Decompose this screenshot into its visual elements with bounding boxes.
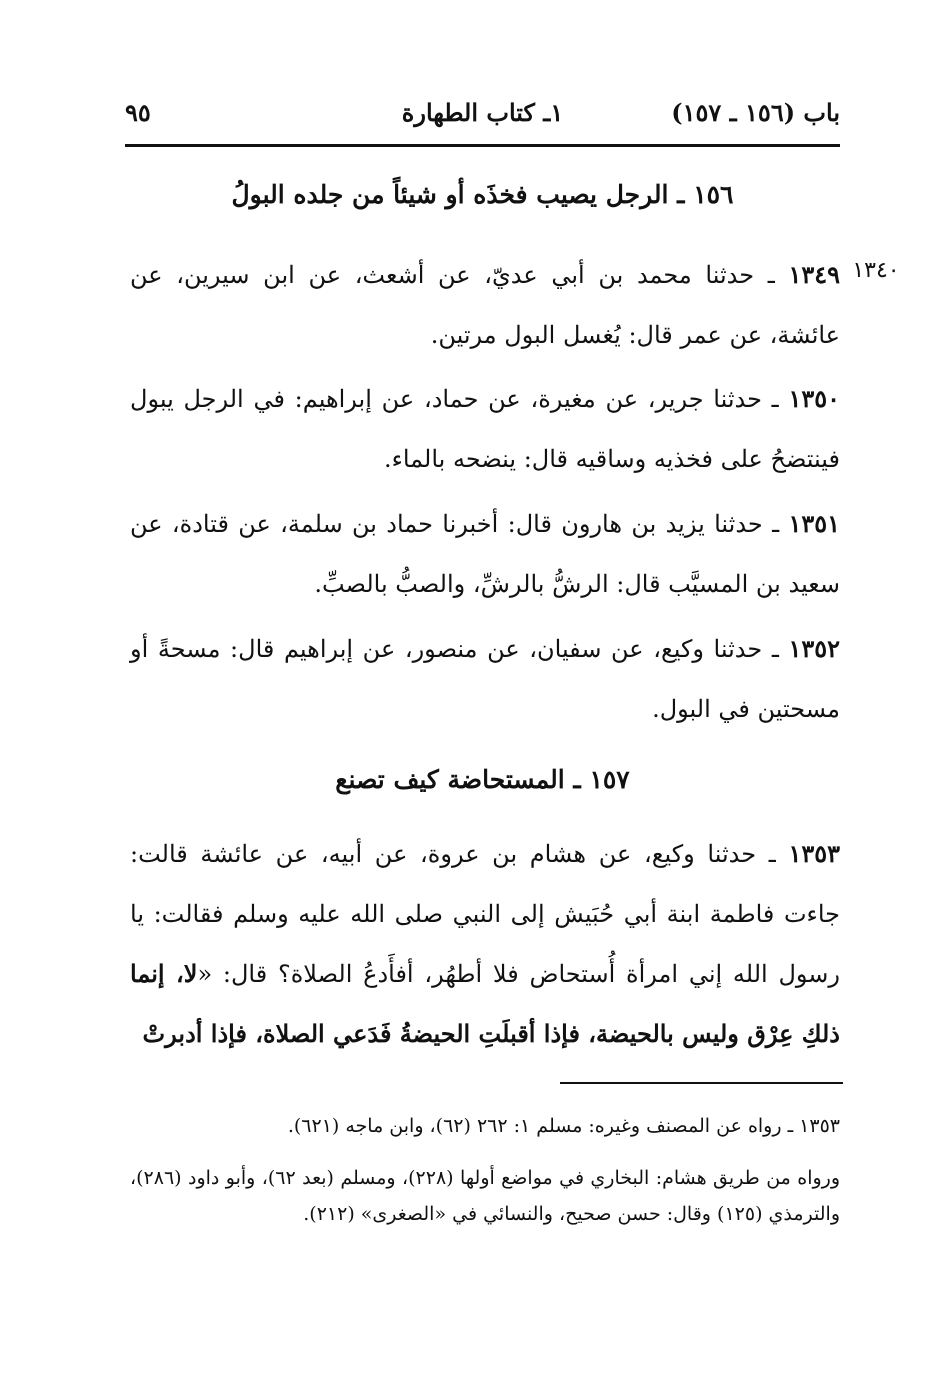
- chapter-heading: ١٥٧ ـ المستحاضة كيف تصنع: [335, 765, 630, 794]
- hadith-paragraph: [130, 245, 840, 365]
- footnote: ورواه من طريق هشام: البخاري في مواضع أولها (٢٢٨)، ومسلم (بعد ٦٢)، وأبو داود (٢٨٦)، والترمذي (١٢٥) وقال: حسن صحيح، والنسائي في «الصغرى» (٢١٢).: [130, 1167, 841, 1225]
- page-number: ٩٥: [125, 98, 151, 127]
- hadith-number: ١٣٥٠: [788, 384, 840, 413]
- header-rule: [125, 144, 840, 147]
- footnote-rule: [560, 1082, 843, 1084]
- hadith-paragraph: [130, 369, 840, 489]
- hadith-paragraph: [130, 619, 840, 739]
- margin-number: ١٣٤٠: [852, 258, 900, 283]
- chapter-range: باب (١٥٦ ـ ١٥٧): [671, 98, 840, 127]
- hadith-text: ـ حدثنا يزيد بن هارون قال: أخبرنا حماد بن سلمة، عن قتادة، عن سعيد بن المسيَّب قال: الرشُّ بالرشِّ، والصبُّ بالصبِّ.: [130, 510, 840, 598]
- hadith-paragraph: [130, 824, 840, 1064]
- hadith-number: ١٣٥٣: [788, 839, 840, 868]
- hadith-bold-text: لا، إنما ذلكِ عِرْق وليس بالحيضة، فإذا أقبلَتِ الحيضةُ فَدَعي الصلاة، فإذا أدبرتْ: [130, 959, 840, 1048]
- book-title: ١ـ كتاب الطهارة: [401, 98, 564, 127]
- chapter-heading: ١٥٦ ـ الرجل يصيب فخذَه أو شيئاً من جلده البولُ: [231, 180, 734, 209]
- hadith-text: ـ حدثنا محمد بن أبي عديّ، عن أشعث، عن ابن سيرين، عن عائشة، عن عمر قال: يُغسل البول مرتين.: [130, 261, 840, 349]
- running-header: [125, 96, 840, 136]
- hadith-number: ١٣٥١: [788, 509, 840, 538]
- footnote: ١٣٥٣ ـ رواه عن المصنف وغيره: مسلم ١: ٢٦٢ (٦٢)، وابن ماجه (٦٢١).: [287, 1115, 840, 1137]
- hadith-text: ـ حدثنا جرير، عن مغيرة، عن حماد، عن إبراهيم: في الرجل يبول فينتضحُ على فخذيه وساقيه قال: ينضحه بالماء.: [130, 385, 840, 473]
- hadith-text: ـ حدثنا وكيع، عن سفيان، عن منصور، عن إبراهيم قال: مسحةً أو مسحتين في البول.: [130, 635, 840, 723]
- hadith-paragraph: [130, 494, 840, 614]
- hadith-number: ١٣٤٩: [788, 260, 840, 289]
- hadith-number: ١٣٥٢: [788, 634, 840, 663]
- hadith-text: ـ حدثنا وكيع، عن هشام بن عروة، عن أبيه، عن عائشة قالت: جاءت فاطمة ابنة أبي حُبَيش إلى النبي صلى الله عليه وسلم فقالت: يا رسول الله إني امرأة أُستحاض فلا أطهُر، أفأَدعُ الصلاة؟ قال: «: [130, 840, 840, 988]
